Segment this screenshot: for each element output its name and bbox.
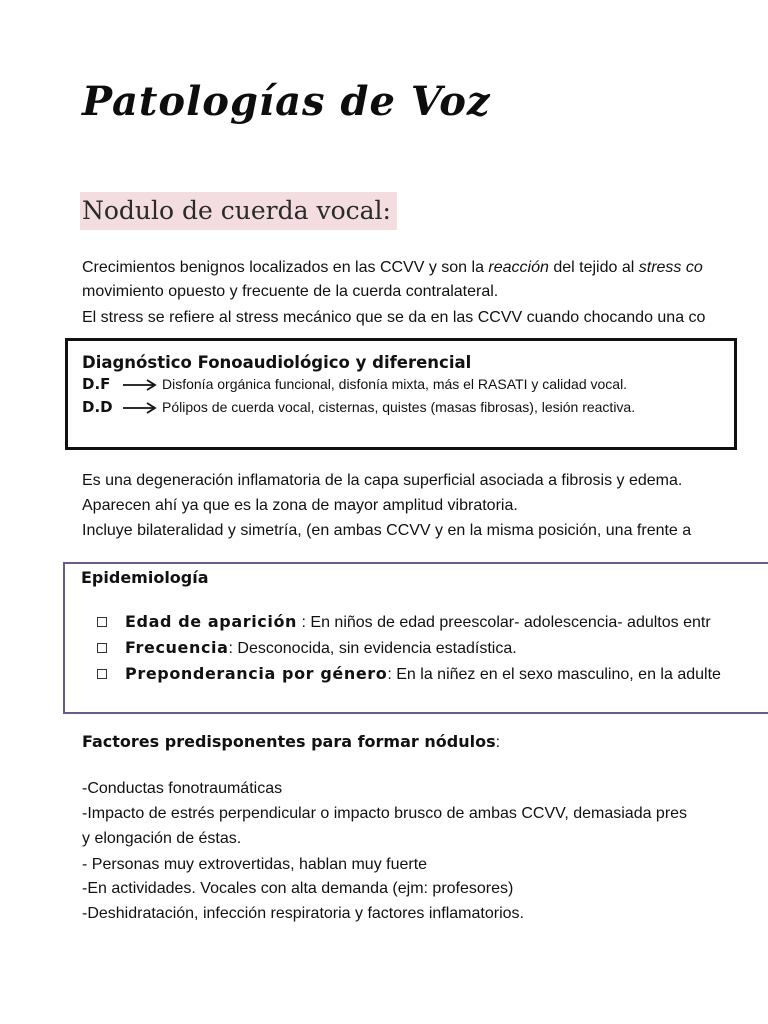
epidemiology-item-frequency xyxy=(97,638,517,658)
intro-emphasis: stress co xyxy=(638,259,703,276)
factors-title-text: Factores predisponentes para formar nódulos xyxy=(82,732,496,751)
diagnosis-tag: D.D xyxy=(82,398,113,416)
arrow-right-icon xyxy=(122,402,158,414)
description-line-1: Es una degeneración inflamatoria de la capa superficial asociada a fibrosis y edema. xyxy=(82,472,683,489)
epidemiology-sep: : xyxy=(297,614,306,631)
epidemiology-item-gender xyxy=(97,664,721,684)
intro-emphasis: reacción xyxy=(488,259,549,276)
epidemiology-text: En niños de edad preescolar- adolescencia- adultos entr xyxy=(305,614,711,631)
factor-line: -Conductas fonotraumáticas xyxy=(82,780,283,797)
checkbox-bullet-icon xyxy=(97,617,107,627)
intro-line-1 xyxy=(82,256,703,280)
intro-line-3: El stress se refiere al stress mecánico que se da en las CCVV cuando chocando una co xyxy=(82,309,706,326)
factors-title xyxy=(82,732,500,752)
intro-text: del tejido al xyxy=(548,259,639,276)
diagnosis-row-df xyxy=(82,375,627,393)
epidemiology-item-age xyxy=(97,612,711,632)
arrow-right-icon xyxy=(122,379,158,391)
checkbox-bullet-icon xyxy=(97,669,107,679)
diagnosis-row-dd xyxy=(82,398,635,416)
factor-line: y elongación de éstas. xyxy=(82,830,242,847)
diagnosis-title: Diagnóstico Fonoaudiológico y diferencial xyxy=(82,353,472,372)
epidemiology-label: Edad de aparición xyxy=(125,612,298,631)
epidemiology-label: Preponderancia por género xyxy=(125,664,388,683)
epidemiology-text: En la niñez en el sexo masculino, en la adulte xyxy=(391,666,721,683)
diagnosis-text: Pólipos de cuerda vocal, cisternas, quistes (masas fibrosas), lesión reactiva. xyxy=(162,399,636,415)
checkbox-bullet-icon xyxy=(97,643,107,653)
factor-line: - Personas muy extrovertidas, hablan muy fuerte xyxy=(82,856,428,873)
description-line-2: Aparecen ahí ya que es la zona de mayor amplitud vibratoria. xyxy=(82,497,518,514)
page-title: Patologías de Voz xyxy=(82,78,491,125)
intro-line-2: movimiento opuesto y frecuente de la cuerda contralateral. xyxy=(82,283,499,300)
diagnosis-tag: D.F xyxy=(82,375,111,393)
epidemiology-box xyxy=(63,562,768,714)
epidemiology-sep: : xyxy=(228,640,233,657)
factor-line: -Impacto de estrés perpendicular o impacto brusco de ambas CCVV, demasiada pres xyxy=(82,805,688,822)
epidemiology-title: Epidemiología xyxy=(81,568,209,587)
intro-text: Crecimientos benignos localizados en las CCVV y son la xyxy=(82,259,489,276)
factors-title-suffix: : xyxy=(495,734,501,751)
factor-line: -En actividades. Vocales con alta demanda (ejm: profesores) xyxy=(82,880,514,897)
factor-line: -Deshidratación, infección respiratoria y factores inflamatorios. xyxy=(82,905,524,922)
epidemiology-text: Desconocida, sin evidencia estadística. xyxy=(232,640,517,657)
epidemiology-sep: : xyxy=(387,666,392,683)
diagnosis-text: Disfonía orgánica funcional, disfonía mixta, más el RASATI y calidad vocal. xyxy=(162,376,628,392)
section-heading: Nodulo de cuerda vocal: xyxy=(80,192,397,230)
description-line-3: Incluye bilateralidad y simetría, (en ambas CCVV y en la misma posición, una frente a xyxy=(82,522,692,539)
epidemiology-label: Frecuencia xyxy=(125,638,229,657)
diagnosis-box xyxy=(65,338,737,450)
